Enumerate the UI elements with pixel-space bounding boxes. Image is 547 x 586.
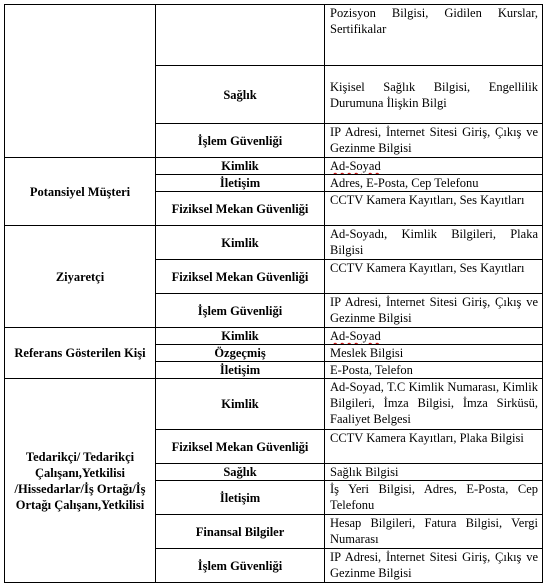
detail-text: Ad-Soyad: [330, 159, 381, 173]
category-cell: İşlem Güvenliği: [156, 549, 325, 583]
category-cell: Kimlik: [156, 158, 325, 175]
detail-cell: Hesap Bilgileri, Fatura Bilgisi, Vergi Numarası: [325, 515, 543, 549]
category-cell: İletişim: [156, 175, 325, 192]
detail-cell: Sağlık Bilgisi: [325, 464, 543, 481]
category-cell: İletişim: [156, 362, 325, 379]
detail-cell: IP Adresi, İnternet Sitesi Giriş, Çıkış ve Gezinme Bilgisi: [325, 549, 543, 583]
group-cell-potansiyel-musteri: Potansiyel Müşteri: [5, 158, 156, 226]
detail-cell: IP Adresi, İnternet Sitesi Giriş, Çıkış ve Gezinme Bilgisi: [325, 124, 543, 158]
category-cell: Finansal Bilgiler: [156, 515, 325, 549]
group-cell-referans-gosterilen-kisi: Referans Gösterilen Kişi: [5, 328, 156, 379]
category-cell: Fiziksel Mekan Güvenliği: [156, 192, 325, 226]
table-row: [5, 158, 543, 175]
table-row: [5, 5, 543, 66]
detail-cell: CCTV Kamera Kayıtları, Ses Kayıtları: [325, 260, 543, 294]
detail-cell: [325, 328, 543, 345]
category-cell: İşlem Güvenliği: [156, 294, 325, 328]
detail-cell: Meslek Bilgisi: [325, 345, 543, 362]
category-cell: İletişim: [156, 481, 325, 515]
category-cell: Fiziksel Mekan Güvenliği: [156, 430, 325, 464]
category-cell: Sağlık: [156, 66, 325, 124]
category-cell: Özgeçmiş: [156, 345, 325, 362]
category-cell: Sağlık: [156, 464, 325, 481]
group-cell-employee-continued: [5, 5, 156, 158]
table-row: [5, 379, 543, 430]
detail-cell: CCTV Kamera Kayıtları, Ses Kayıtları: [325, 192, 543, 226]
category-cell: Kimlik: [156, 328, 325, 345]
personal-data-table: [4, 4, 543, 583]
group-cell-ziyaretci: Ziyaretçi: [5, 226, 156, 328]
detail-cell: E-Posta, Telefon: [325, 362, 543, 379]
category-cell: İşlem Güvenliği: [156, 124, 325, 158]
detail-cell: CCTV Kamera Kayıtları, Plaka Bilgisi: [325, 430, 543, 464]
detail-cell: Pozisyon Bilgisi, Gidilen Kurslar, Sertifikalar: [325, 5, 543, 66]
detail-cell: IP Adresi, İnternet Sitesi Giriş, Çıkış ve Gezinme Bilgisi: [325, 294, 543, 328]
category-cell: Fiziksel Mekan Güvenliği: [156, 260, 325, 294]
detail-cell: Adres, E-Posta, Cep Telefonu: [325, 175, 543, 192]
detail-cell: İş Yeri Bilgisi, Adres, E-Posta, Cep Telefonu: [325, 481, 543, 515]
category-cell-empty: [156, 5, 325, 66]
detail-text: Ad-Soyad: [330, 329, 381, 343]
table-row: [5, 328, 543, 345]
detail-cell: Ad-Soyadı, Kimlik Bilgileri, Plaka Bilgisi: [325, 226, 543, 260]
detail-cell: Kişisel Sağlık Bilgisi, Engellilik Durumuna İlişkin Bilgi: [325, 66, 543, 124]
group-cell-tedarikci: Tedarikçi/ Tedarikçi Çalışanı,Yetkilisi /Hissedarlar/İş Ortağı/İş Ortağı Çalışanı,Yetkilisi: [5, 379, 156, 583]
detail-cell: Ad-Soyad, T.C Kimlik Numarası, Kimlik Bilgileri, İmza Bilgisi, İmza Sirküsü, Faaliyet Belgesi: [325, 379, 543, 430]
table-row: [5, 226, 543, 260]
detail-cell: [325, 158, 543, 175]
category-cell: Kimlik: [156, 226, 325, 260]
category-cell: Kimlik: [156, 379, 325, 430]
